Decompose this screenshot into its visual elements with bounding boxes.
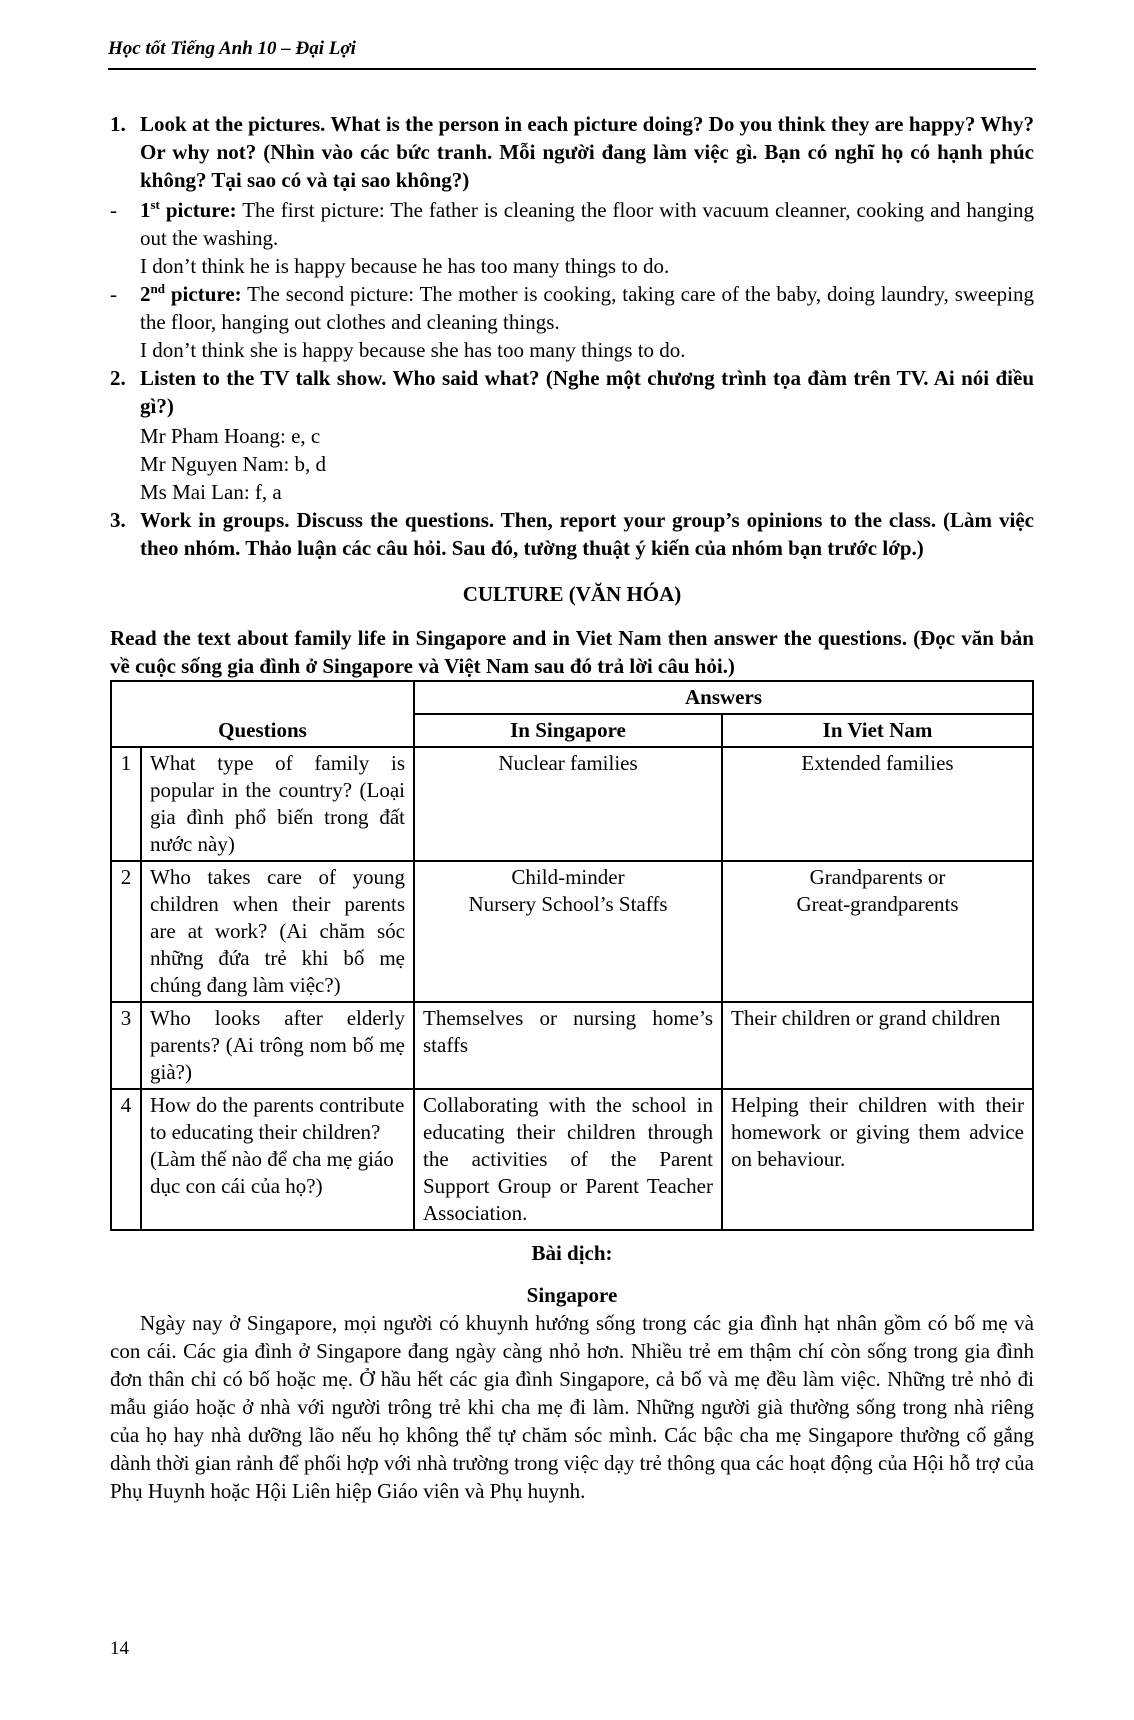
- culture-instruction: Read the text about family life in Singapore and in Viet Nam then answer the questions. (Đọc văn bản về cuộc sống gia đình ở Singapore và Việt Nam sau đó trả lời câu hỏi.): [110, 626, 1034, 678]
- header-singapore: In Singapore: [414, 714, 722, 747]
- header-vietnam: In Viet Nam: [722, 714, 1033, 747]
- picture-label: picture:: [165, 198, 237, 222]
- row-answer-vietnam: Their children or grand children: [722, 1002, 1033, 1089]
- question-2-text: Listen to the TV talk show. Who said what? (Nghe một chương trình tọa đàm trên TV. Ai nói điều gì?): [140, 366, 1034, 418]
- row-question: What type of family is popular in the country? (Loại gia đình phổ biến trong đất nước này): [141, 747, 414, 861]
- header-answers: Answers: [414, 681, 1033, 714]
- answer-picture-2: [110, 280, 1034, 336]
- row-number: 1: [111, 747, 141, 861]
- answer-line-2: Great-grandparents: [796, 892, 959, 916]
- question-1-number: 1.: [110, 112, 126, 136]
- table-row: [111, 747, 1033, 861]
- table-row: [111, 1002, 1033, 1089]
- header-questions: Questions: [111, 681, 414, 747]
- answer-line: Mr Pham Hoang: e, c: [140, 424, 321, 448]
- picture-1-description: The first picture: The father is cleaning the floor with vacuum cleanner, cooking and hanging out the washing.: [140, 198, 1035, 250]
- running-header: Học tốt Tiếng Anh 10 – Đại Lợi: [108, 38, 356, 59]
- question-2: [110, 364, 1034, 420]
- ordinal: 2: [140, 282, 151, 306]
- ordinal: 1: [140, 198, 151, 222]
- picture-2-opinion: I don’t think she is happy because she has too many things to do.: [140, 338, 686, 362]
- translation-paragraph: Ngày nay ở Singapore, mọi người có khuynh hướng sống trong các gia đình hạt nhân gồm có bố mẹ và con cái. Các gia đình ở Singapore đang ngày càng nhỏ hơn. Nhiều trẻ em thậm chí còn sống trong gia đình đơn thân chỉ có bố hoặc mẹ. Ở hầu hết các gia đình Singapore, cả bố và mẹ đều làm việc. Những trẻ nhỏ đi mẫu giáo hoặc ở nhà với người trông trẻ khi cha mẹ đi làm. Những người già thường sống trong nhà riêng của họ hay nhà dưỡng lão nếu họ không thể tự chăm sóc mình. Các bậc cha mẹ Singapore thường cố gắng dành thời gian rảnh để phối hợp với nhà trường trong việc dạy trẻ thông qua các hoạt động của Hội hỗ trợ của Phụ Huynh hoặc Hội Liên hiệp Giáo viên và Phụ huynh.: [110, 1311, 1034, 1503]
- row-answer-vietnam: [722, 861, 1033, 1002]
- row-answer-vietnam: Helping their children with their homework or giving them advice on behaviour.: [722, 1089, 1033, 1230]
- question-2-number: 2.: [110, 366, 126, 390]
- ordinal-suffix: nd: [150, 281, 165, 296]
- row-answer-singapore: Nuclear families: [414, 747, 722, 861]
- translation-heading: Bài dịch:: [531, 1241, 613, 1265]
- row-number: 3: [111, 1002, 141, 1089]
- page-number: 14: [110, 1638, 129, 1659]
- picture-1-opinion: I don’t think he is happy because he has too many things to do.: [140, 254, 670, 278]
- picture-2-description: The second picture: The mother is cooking, taking care of the baby, doing laundry, sweeping the floor, hanging out clothes and cleaning things.: [140, 282, 1035, 334]
- row-answer-vietnam: Extended families: [722, 747, 1033, 861]
- row-number: 4: [111, 1089, 141, 1230]
- row-question: Who looks after elderly parents? (Ai trông nom bố mẹ già?): [141, 1002, 414, 1089]
- culture-title: CULTURE (VĂN HÓA): [462, 582, 682, 606]
- row-question: Who takes care of young children when their parents are at work? (Ai chăm sóc những đứa trẻ khi bố mẹ chúng đang làm việc?): [141, 861, 414, 1002]
- answer-line-1: Grandparents or: [809, 865, 946, 889]
- picture-label: picture:: [170, 282, 242, 306]
- answer-line-2: Nursery School’s Staffs: [468, 892, 668, 916]
- row-answer-singapore: Collaborating with the school in educating their children through the activities of the Parent Support Group or Parent Teacher Association.: [414, 1089, 722, 1230]
- row-answer-singapore: [414, 861, 722, 1002]
- question-3: [110, 506, 1034, 562]
- table-header-row: [111, 681, 1033, 714]
- table-row: [111, 1089, 1033, 1230]
- ordinal-suffix: st: [150, 197, 160, 212]
- row-number: 2: [111, 861, 141, 1002]
- answer-dash: -: [110, 282, 117, 306]
- answer-line-1: Child-minder: [511, 865, 625, 889]
- question-3-text: Work in groups. Discuss the questions. Then, report your group’s opinions to the class. (Làm việc theo nhóm. Thảo luận các câu hỏi. Sau đó, tường thuật ý kiến của nhóm bạn trước lớp.): [140, 508, 1034, 560]
- page-content: [110, 110, 1034, 1505]
- row-question: How do the parents contribute to educating their children? (Làm thế nào để cha mẹ giáo dục con cái của họ?): [141, 1089, 414, 1230]
- translation-subheading: Singapore: [526, 1283, 618, 1307]
- question-1: [110, 110, 1034, 194]
- answer-line: Mr Nguyen Nam: b, d: [140, 452, 327, 476]
- table-row: [111, 861, 1033, 1002]
- answer-picture-1: [110, 196, 1034, 252]
- question-1-text: Look at the pictures. What is the person in each picture doing? Do you think they are happy? Why? Or why not? (Nhìn vào các bức tranh. Mỗi người đang làm việc gì. Bạn có nghĩ họ có hạnh phúc không? Tại sao có và tại sao không?): [140, 112, 1034, 192]
- question-3-number: 3.: [110, 508, 126, 532]
- row-answer-singapore: Themselves or nursing home’s staffs: [414, 1002, 722, 1089]
- answer-line: Ms Mai Lan: f, a: [140, 480, 282, 504]
- culture-answer-table: [110, 680, 1034, 1231]
- header-rule: [108, 68, 1036, 70]
- answer-dash: -: [110, 198, 117, 222]
